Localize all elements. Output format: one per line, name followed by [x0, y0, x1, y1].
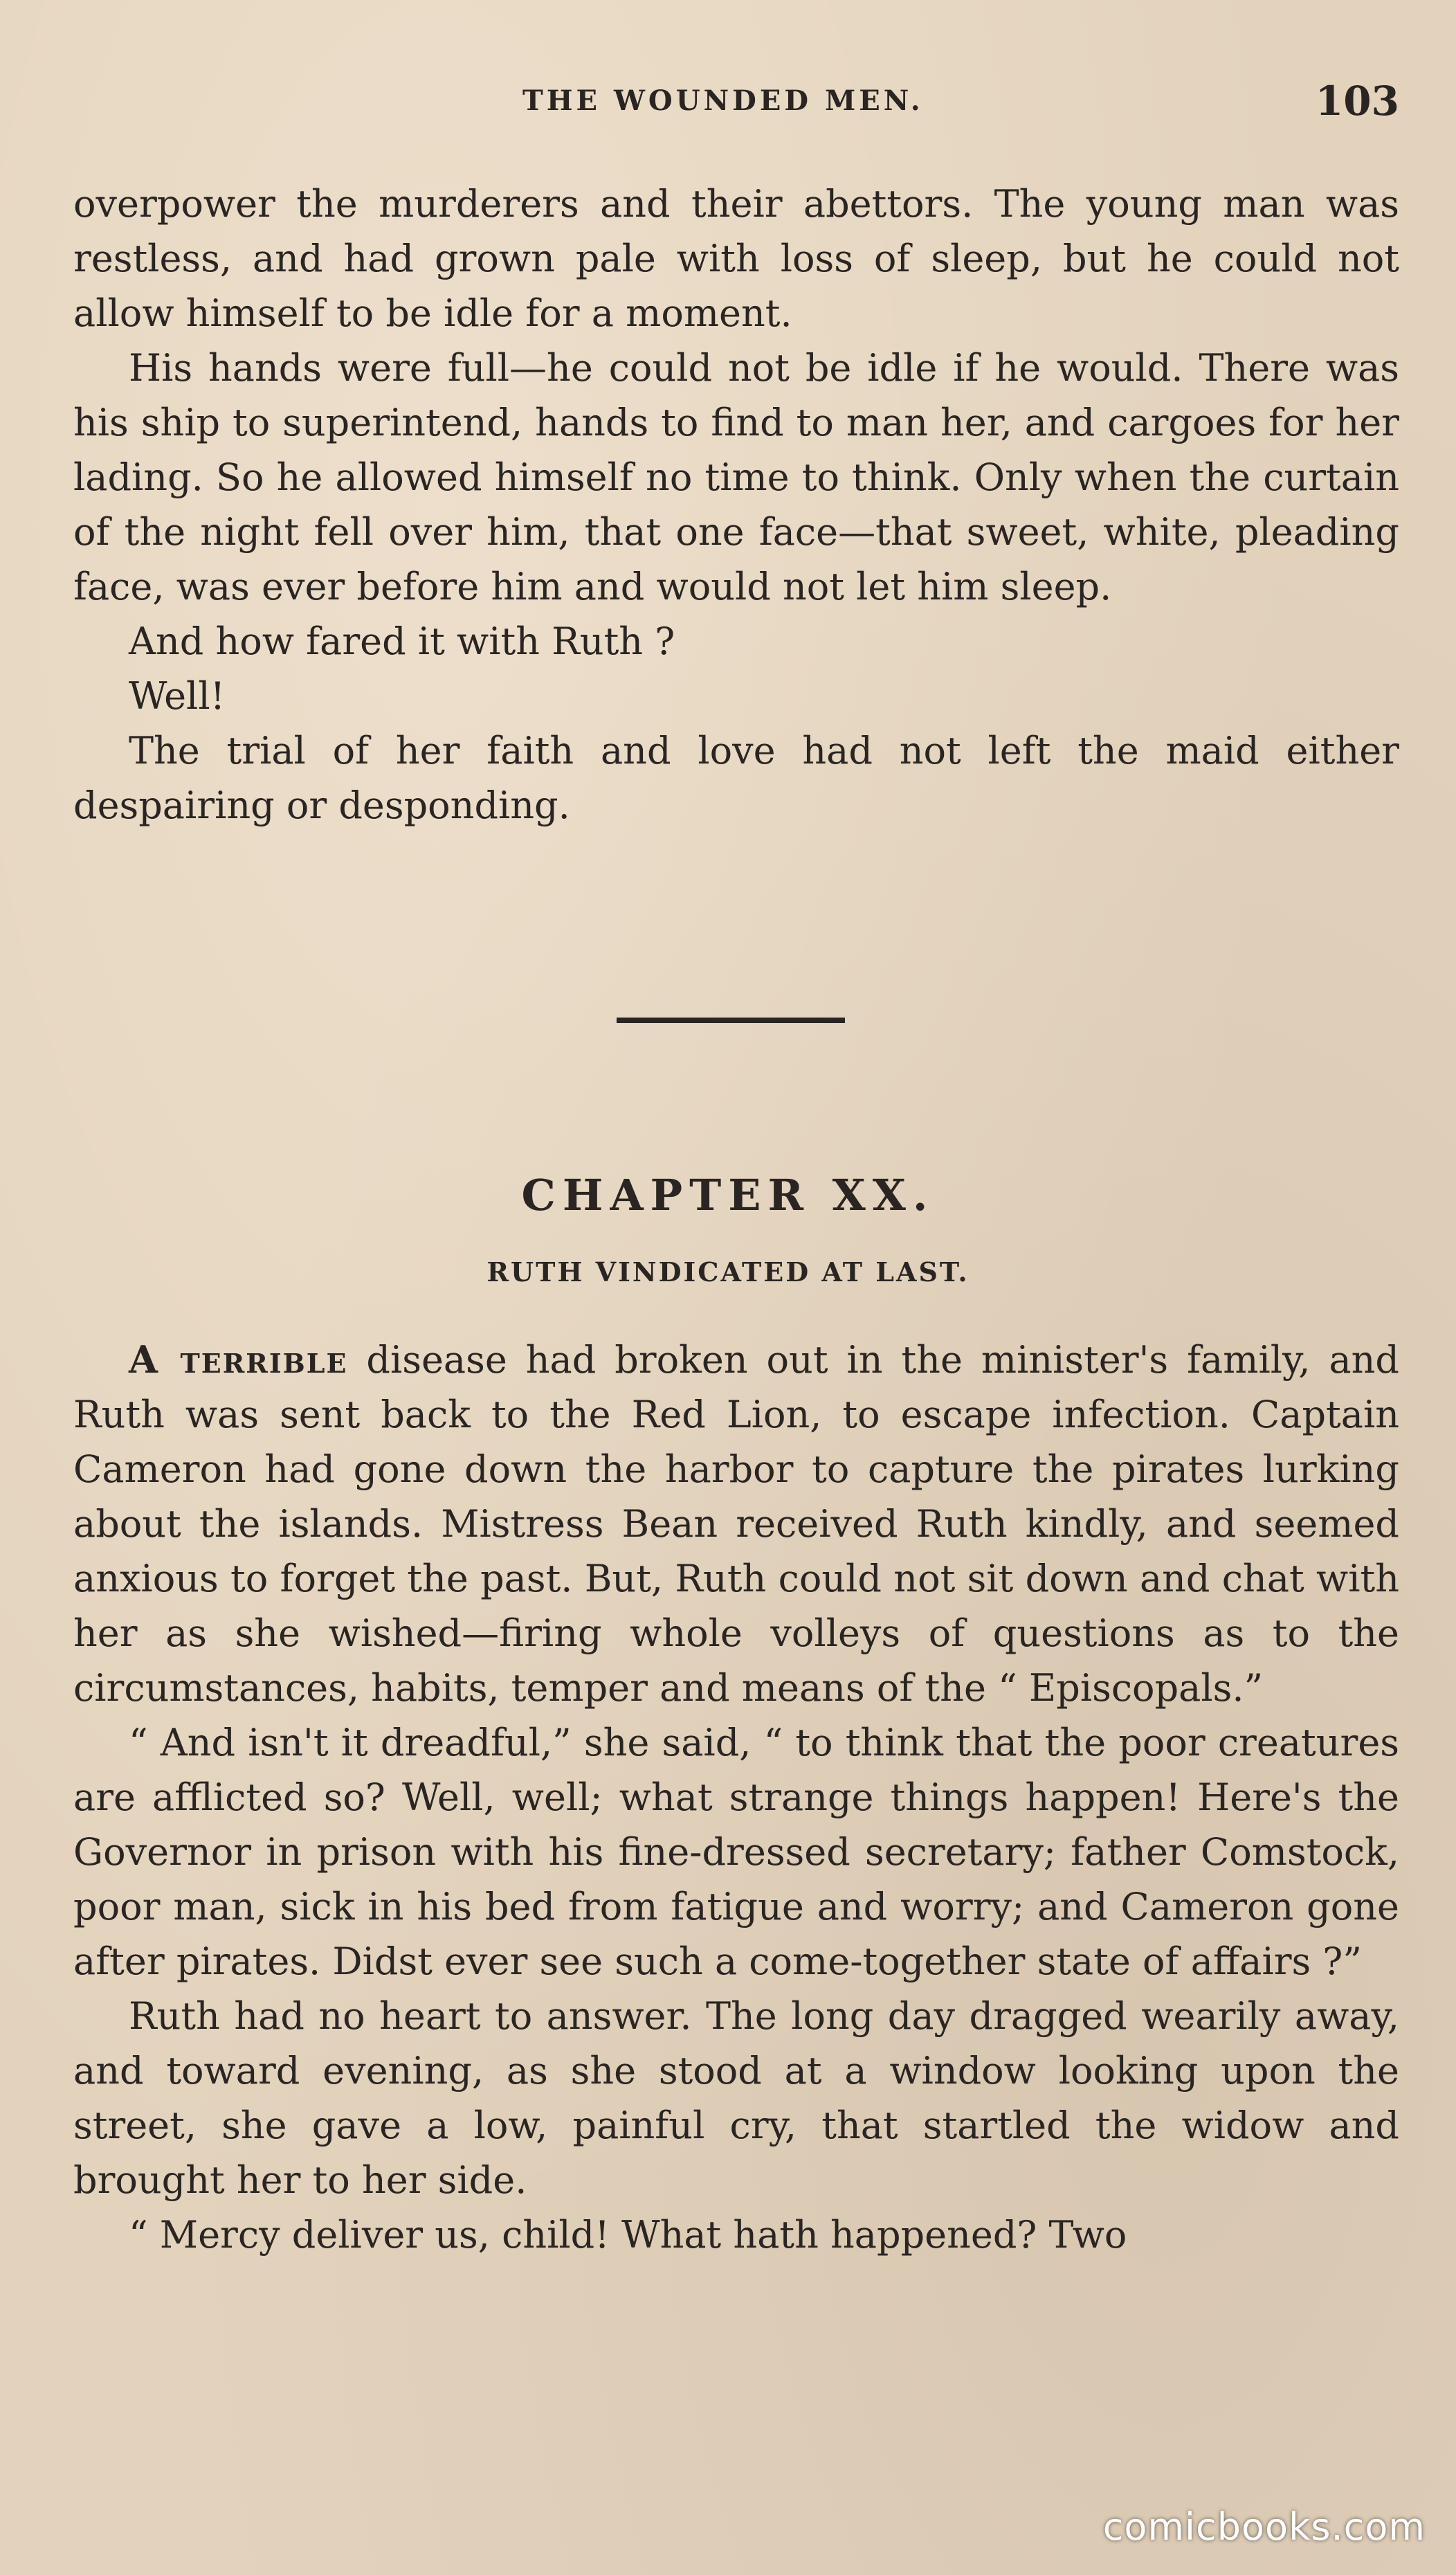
- page-number: 103: [1315, 78, 1399, 125]
- watermark: comicbooks.com: [1102, 2505, 1426, 2549]
- text-block-before-chapter: [73, 177, 1399, 833]
- paragraph: overpower the murderers and their abettors. The young man was restless, and had grown pale with loss of sleep, but he could not allow himself to be idle for a moment.: [73, 182, 1399, 335]
- running-title: THE WOUNDED MEN.: [522, 84, 924, 117]
- paragraph: The trial of her faith and love had not left the maid either despairing or desponding.: [73, 729, 1399, 827]
- chapter-heading: CHAPTER XX.: [521, 1170, 935, 1220]
- paragraph: Ruth had no heart to answer. The long day dragged wearily away, and toward evening, as she stood at a window looking upon the street, she gave a low, painful cry, that startled the widow and brought her to her side.: [73, 1994, 1399, 2202]
- chapter-subtitle: RUTH VINDICATED AT LAST.: [486, 1256, 970, 1288]
- paragraph: “ And isn't it dreadful,” she said, “ to think that the poor creatures are afflicted so? Well, well; what strange things happen! Here's the Governor in prison with his fine-dressed secretary; father Comstock, poor man, sick in his bed from fatigue and worry; and Cameron gone after pirates. Didst ever see such a come-together state of affairs ?”: [73, 1721, 1399, 1983]
- opening-text: disease had broken out in the minister's family, and Ruth was sent back to the Red Lion, to escape infection. Captain Cameron had gone down the harbor to capture the pirates lurking about the islands. Mistress Bean received Ruth kindly, and seemed anxious to forget the past. But, Ruth could not sit down and chat with her as she wished—firing whole volleys of questions as to the circumstances, habits, temper and means of the “ Episcopals.”: [73, 1338, 1399, 1710]
- section-divider-rule: [617, 1018, 845, 1023]
- text-block-chapter: [73, 1332, 1399, 2262]
- paragraph: And how fared it with Ruth ?: [129, 620, 675, 663]
- chapter-opening-paragraph: [73, 1332, 1399, 1715]
- paragraph: Well!: [129, 674, 226, 718]
- opening-small-caps: A terrible: [129, 1337, 348, 1382]
- running-head: [0, 78, 1456, 125]
- paragraph: “ Mercy deliver us, child! What hath happened? Two: [129, 2213, 1127, 2257]
- paragraph: His hands were full—he could not be idle if he would. There was his ship to superintend, hands to find to man her, and cargoes for her lading. So he allowed himself no time to think. Only when the curtain of the night fell over him, that one face—that sweet, white, pleading face, was ever before him and would not let him sleep.: [73, 346, 1399, 608]
